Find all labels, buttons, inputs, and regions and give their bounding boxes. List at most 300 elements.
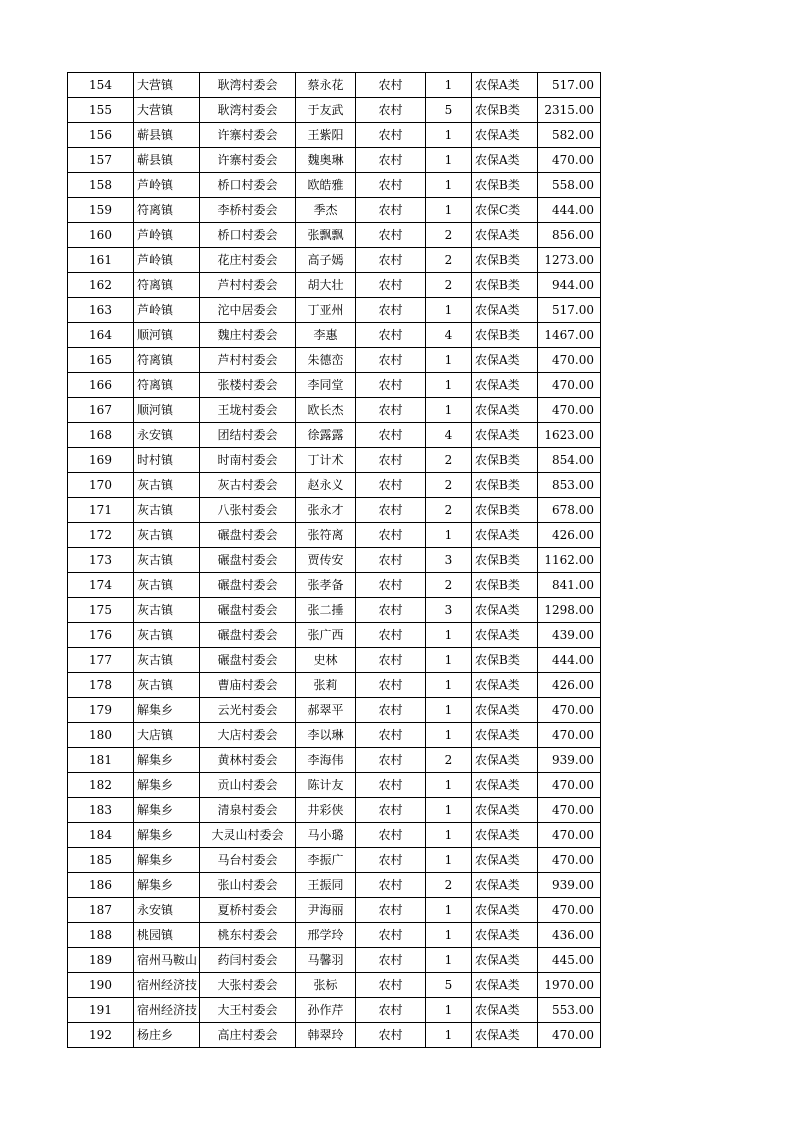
row-index: 170 [68, 473, 134, 498]
row-index: 187 [68, 898, 134, 923]
row-index: 178 [68, 673, 134, 698]
town-cell: 大营镇 [134, 98, 200, 123]
count-cell: 5 [426, 98, 472, 123]
count-cell: 1 [426, 923, 472, 948]
name-cell: 赵永义 [296, 473, 356, 498]
table-row [68, 398, 601, 423]
category-cell: 农保A类 [472, 623, 538, 648]
count-cell: 1 [426, 723, 472, 748]
village-cell: 碾盘村委会 [200, 523, 296, 548]
village-cell: 碾盘村委会 [200, 623, 296, 648]
village-cell: 大张村委会 [200, 973, 296, 998]
type-cell: 农村 [356, 248, 426, 273]
amount-cell: 470.00 [538, 848, 601, 873]
village-cell: 桥口村委会 [200, 173, 296, 198]
table-row [68, 348, 601, 373]
table-row [68, 448, 601, 473]
category-cell: 农保A类 [472, 123, 538, 148]
village-cell: 时南村委会 [200, 448, 296, 473]
town-cell: 大店镇 [134, 723, 200, 748]
village-cell: 团结村委会 [200, 423, 296, 448]
count-cell: 1 [426, 648, 472, 673]
category-cell: 农保A类 [472, 873, 538, 898]
town-cell: 蕲县镇 [134, 123, 200, 148]
village-cell: 碾盘村委会 [200, 573, 296, 598]
row-index: 165 [68, 348, 134, 373]
row-index: 160 [68, 223, 134, 248]
count-cell: 2 [426, 873, 472, 898]
amount-cell: 470.00 [538, 1023, 601, 1048]
type-cell: 农村 [356, 673, 426, 698]
name-cell: 张二捶 [296, 598, 356, 623]
count-cell: 1 [426, 348, 472, 373]
table-row [68, 473, 601, 498]
name-cell: 张符离 [296, 523, 356, 548]
roster-table [67, 72, 601, 1048]
village-cell: 碾盘村委会 [200, 598, 296, 623]
amount-cell: 1623.00 [538, 423, 601, 448]
name-cell: 于友武 [296, 98, 356, 123]
type-cell: 农村 [356, 148, 426, 173]
type-cell: 农村 [356, 773, 426, 798]
town-cell: 灰古镇 [134, 673, 200, 698]
count-cell: 1 [426, 848, 472, 873]
count-cell: 1 [426, 523, 472, 548]
row-index: 183 [68, 798, 134, 823]
town-cell: 解集乡 [134, 798, 200, 823]
category-cell: 农保B类 [472, 548, 538, 573]
village-cell: 碾盘村委会 [200, 548, 296, 573]
amount-cell: 1273.00 [538, 248, 601, 273]
row-index: 182 [68, 773, 134, 798]
village-cell: 耿湾村委会 [200, 98, 296, 123]
town-cell: 芦岭镇 [134, 298, 200, 323]
town-cell: 蕲县镇 [134, 148, 200, 173]
village-cell: 八张村委会 [200, 498, 296, 523]
name-cell: 王紫阳 [296, 123, 356, 148]
category-cell: 农保A类 [472, 673, 538, 698]
type-cell: 农村 [356, 73, 426, 98]
town-cell: 灰古镇 [134, 473, 200, 498]
row-index: 177 [68, 648, 134, 673]
type-cell: 农村 [356, 948, 426, 973]
type-cell: 农村 [356, 398, 426, 423]
table-row [68, 1023, 601, 1048]
table-row [68, 273, 601, 298]
type-cell: 农村 [356, 323, 426, 348]
table-row [68, 98, 601, 123]
town-cell: 灰古镇 [134, 623, 200, 648]
town-cell: 符离镇 [134, 198, 200, 223]
village-cell: 张楼村委会 [200, 373, 296, 398]
category-cell: 农保A类 [472, 973, 538, 998]
count-cell: 2 [426, 473, 472, 498]
village-cell: 马台村委会 [200, 848, 296, 873]
type-cell: 农村 [356, 223, 426, 248]
count-cell: 1 [426, 898, 472, 923]
row-index: 180 [68, 723, 134, 748]
village-cell: 夏桥村委会 [200, 898, 296, 923]
town-cell: 芦岭镇 [134, 173, 200, 198]
village-cell: 大店村委会 [200, 723, 296, 748]
category-cell: 农保A类 [472, 223, 538, 248]
town-cell: 灰古镇 [134, 548, 200, 573]
name-cell: 徐露露 [296, 423, 356, 448]
table-row [68, 573, 601, 598]
town-cell: 灰古镇 [134, 573, 200, 598]
table-row [68, 723, 601, 748]
amount-cell: 854.00 [538, 448, 601, 473]
amount-cell: 470.00 [538, 373, 601, 398]
amount-cell: 426.00 [538, 673, 601, 698]
type-cell: 农村 [356, 348, 426, 373]
amount-cell: 445.00 [538, 948, 601, 973]
row-index: 189 [68, 948, 134, 973]
row-index: 159 [68, 198, 134, 223]
row-index: 166 [68, 373, 134, 398]
category-cell: 农保A类 [472, 348, 538, 373]
amount-cell: 558.00 [538, 173, 601, 198]
table-row [68, 498, 601, 523]
amount-cell: 1970.00 [538, 973, 601, 998]
type-cell: 农村 [356, 898, 426, 923]
village-cell: 王垅村委会 [200, 398, 296, 423]
name-cell: 张飘飘 [296, 223, 356, 248]
row-index: 173 [68, 548, 134, 573]
count-cell: 3 [426, 548, 472, 573]
name-cell: 欧长杰 [296, 398, 356, 423]
count-cell: 4 [426, 323, 472, 348]
type-cell: 农村 [356, 1023, 426, 1048]
name-cell: 张标 [296, 973, 356, 998]
count-cell: 4 [426, 423, 472, 448]
table-row [68, 998, 601, 1023]
town-cell: 芦岭镇 [134, 223, 200, 248]
town-cell: 灰古镇 [134, 523, 200, 548]
category-cell: 农保A类 [472, 423, 538, 448]
count-cell: 1 [426, 73, 472, 98]
type-cell: 农村 [356, 698, 426, 723]
category-cell: 农保A类 [472, 73, 538, 98]
name-cell: 丁计术 [296, 448, 356, 473]
type-cell: 农村 [356, 448, 426, 473]
row-index: 169 [68, 448, 134, 473]
row-index: 155 [68, 98, 134, 123]
name-cell: 蔡永花 [296, 73, 356, 98]
town-cell: 解集乡 [134, 748, 200, 773]
row-index: 175 [68, 598, 134, 623]
name-cell: 李同堂 [296, 373, 356, 398]
village-cell: 花庄村委会 [200, 248, 296, 273]
category-cell: 农保A类 [472, 523, 538, 548]
type-cell: 农村 [356, 798, 426, 823]
table-row [68, 248, 601, 273]
count-cell: 1 [426, 773, 472, 798]
village-cell: 清泉村委会 [200, 798, 296, 823]
amount-cell: 853.00 [538, 473, 601, 498]
type-cell: 农村 [356, 423, 426, 448]
village-cell: 桥口村委会 [200, 223, 296, 248]
village-cell: 大灵山村委会 [200, 823, 296, 848]
village-cell: 沱中居委会 [200, 298, 296, 323]
category-cell: 农保A类 [472, 598, 538, 623]
village-cell: 张山村委会 [200, 873, 296, 898]
type-cell: 农村 [356, 273, 426, 298]
table-row [68, 198, 601, 223]
table-row [68, 823, 601, 848]
count-cell: 1 [426, 398, 472, 423]
category-cell: 农保B类 [472, 473, 538, 498]
row-index: 156 [68, 123, 134, 148]
count-cell: 1 [426, 623, 472, 648]
town-cell: 顺河镇 [134, 323, 200, 348]
category-cell: 农保A类 [472, 798, 538, 823]
row-index: 154 [68, 73, 134, 98]
row-index: 167 [68, 398, 134, 423]
count-cell: 1 [426, 373, 472, 398]
village-cell: 许寨村委会 [200, 148, 296, 173]
village-cell: 耿湾村委会 [200, 73, 296, 98]
name-cell: 马馨羽 [296, 948, 356, 973]
town-cell: 解集乡 [134, 873, 200, 898]
amount-cell: 841.00 [538, 573, 601, 598]
village-cell: 芦村村委会 [200, 348, 296, 373]
name-cell: 李海伟 [296, 748, 356, 773]
type-cell: 农村 [356, 298, 426, 323]
row-index: 162 [68, 273, 134, 298]
category-cell: 农保B类 [472, 248, 538, 273]
type-cell: 农村 [356, 573, 426, 598]
name-cell: 韩翠玲 [296, 1023, 356, 1048]
type-cell: 农村 [356, 973, 426, 998]
name-cell: 张莉 [296, 673, 356, 698]
name-cell: 欧皓雅 [296, 173, 356, 198]
amount-cell: 1298.00 [538, 598, 601, 623]
name-cell: 季杰 [296, 198, 356, 223]
table-row [68, 773, 601, 798]
town-cell: 永安镇 [134, 423, 200, 448]
town-cell: 大营镇 [134, 73, 200, 98]
amount-cell: 444.00 [538, 198, 601, 223]
town-cell: 符离镇 [134, 348, 200, 373]
town-cell: 符离镇 [134, 373, 200, 398]
town-cell: 宿州马鞍山 [134, 948, 200, 973]
category-cell: 农保C类 [472, 198, 538, 223]
amount-cell: 1467.00 [538, 323, 601, 348]
town-cell: 桃园镇 [134, 923, 200, 948]
town-cell: 顺河镇 [134, 398, 200, 423]
count-cell: 2 [426, 223, 472, 248]
amount-cell: 426.00 [538, 523, 601, 548]
name-cell: 陈计友 [296, 773, 356, 798]
name-cell: 井彩侠 [296, 798, 356, 823]
count-cell: 2 [426, 748, 472, 773]
type-cell: 农村 [356, 123, 426, 148]
amount-cell: 470.00 [538, 823, 601, 848]
row-index: 188 [68, 923, 134, 948]
town-cell: 芦岭镇 [134, 248, 200, 273]
count-cell: 1 [426, 673, 472, 698]
town-cell: 灰古镇 [134, 498, 200, 523]
row-index: 158 [68, 173, 134, 198]
type-cell: 农村 [356, 98, 426, 123]
village-cell: 贡山村委会 [200, 773, 296, 798]
row-index: 190 [68, 973, 134, 998]
table-row [68, 123, 601, 148]
name-cell: 丁亚州 [296, 298, 356, 323]
row-index: 191 [68, 998, 134, 1023]
name-cell: 胡大壮 [296, 273, 356, 298]
name-cell: 高子嫣 [296, 248, 356, 273]
name-cell: 魏奥琳 [296, 148, 356, 173]
type-cell: 农村 [356, 548, 426, 573]
amount-cell: 2315.00 [538, 98, 601, 123]
category-cell: 农保A类 [472, 998, 538, 1023]
name-cell: 马小璐 [296, 823, 356, 848]
name-cell: 李惠 [296, 323, 356, 348]
amount-cell: 517.00 [538, 298, 601, 323]
village-cell: 云光村委会 [200, 698, 296, 723]
name-cell: 贾传安 [296, 548, 356, 573]
category-cell: 农保A类 [472, 848, 538, 873]
count-cell: 5 [426, 973, 472, 998]
name-cell: 孙作芹 [296, 998, 356, 1023]
name-cell: 王振同 [296, 873, 356, 898]
type-cell: 农村 [356, 523, 426, 548]
count-cell: 1 [426, 698, 472, 723]
town-cell: 杨庄乡 [134, 1023, 200, 1048]
table-row [68, 548, 601, 573]
type-cell: 农村 [356, 748, 426, 773]
type-cell: 农村 [356, 723, 426, 748]
table-row [68, 423, 601, 448]
name-cell: 李以琳 [296, 723, 356, 748]
amount-cell: 439.00 [538, 623, 601, 648]
category-cell: 农保A类 [472, 1023, 538, 1048]
village-cell: 魏庄村委会 [200, 323, 296, 348]
amount-cell: 678.00 [538, 498, 601, 523]
count-cell: 2 [426, 448, 472, 473]
row-index: 164 [68, 323, 134, 348]
town-cell: 解集乡 [134, 698, 200, 723]
count-cell: 1 [426, 823, 472, 848]
amount-cell: 856.00 [538, 223, 601, 248]
name-cell: 张孝备 [296, 573, 356, 598]
town-cell: 解集乡 [134, 848, 200, 873]
amount-cell: 944.00 [538, 273, 601, 298]
amount-cell: 470.00 [538, 798, 601, 823]
type-cell: 农村 [356, 473, 426, 498]
category-cell: 农保B类 [472, 323, 538, 348]
type-cell: 农村 [356, 198, 426, 223]
amount-cell: 470.00 [538, 698, 601, 723]
row-index: 179 [68, 698, 134, 723]
table-row [68, 598, 601, 623]
category-cell: 农保A类 [472, 373, 538, 398]
town-cell: 宿州经济技 [134, 973, 200, 998]
category-cell: 农保B类 [472, 573, 538, 598]
row-index: 176 [68, 623, 134, 648]
table-row [68, 848, 601, 873]
count-cell: 2 [426, 273, 472, 298]
row-index: 172 [68, 523, 134, 548]
category-cell: 农保B类 [472, 648, 538, 673]
village-cell: 桃东村委会 [200, 923, 296, 948]
town-cell: 符离镇 [134, 273, 200, 298]
name-cell: 史林 [296, 648, 356, 673]
amount-cell: 517.00 [538, 73, 601, 98]
roster-body [68, 73, 601, 1048]
count-cell: 3 [426, 598, 472, 623]
table-row [68, 173, 601, 198]
amount-cell: 470.00 [538, 723, 601, 748]
town-cell: 灰古镇 [134, 598, 200, 623]
table-row [68, 648, 601, 673]
row-index: 181 [68, 748, 134, 773]
count-cell: 1 [426, 123, 472, 148]
category-cell: 农保A类 [472, 398, 538, 423]
table-row [68, 673, 601, 698]
type-cell: 农村 [356, 648, 426, 673]
count-cell: 1 [426, 198, 472, 223]
type-cell: 农村 [356, 173, 426, 198]
count-cell: 1 [426, 173, 472, 198]
type-cell: 农村 [356, 998, 426, 1023]
village-cell: 芦村村委会 [200, 273, 296, 298]
town-cell: 灰古镇 [134, 648, 200, 673]
count-cell: 1 [426, 298, 472, 323]
type-cell: 农村 [356, 923, 426, 948]
table-row [68, 623, 601, 648]
table-row [68, 148, 601, 173]
category-cell: 农保A类 [472, 698, 538, 723]
category-cell: 农保B类 [472, 448, 538, 473]
table-row [68, 298, 601, 323]
town-cell: 解集乡 [134, 823, 200, 848]
type-cell: 农村 [356, 373, 426, 398]
town-cell: 宿州经济技 [134, 998, 200, 1023]
type-cell: 农村 [356, 598, 426, 623]
category-cell: 农保A类 [472, 898, 538, 923]
category-cell: 农保B类 [472, 273, 538, 298]
category-cell: 农保B类 [472, 98, 538, 123]
row-index: 186 [68, 873, 134, 898]
amount-cell: 939.00 [538, 748, 601, 773]
table-row [68, 698, 601, 723]
row-index: 185 [68, 848, 134, 873]
table-row [68, 73, 601, 98]
category-cell: 农保A类 [472, 148, 538, 173]
village-cell: 大王村委会 [200, 998, 296, 1023]
village-cell: 曹庙村委会 [200, 673, 296, 698]
town-cell: 时村镇 [134, 448, 200, 473]
amount-cell: 436.00 [538, 923, 601, 948]
table-row [68, 973, 601, 998]
type-cell: 农村 [356, 823, 426, 848]
table-row [68, 898, 601, 923]
name-cell: 尹海丽 [296, 898, 356, 923]
amount-cell: 444.00 [538, 648, 601, 673]
type-cell: 农村 [356, 848, 426, 873]
village-cell: 药闫村委会 [200, 948, 296, 973]
name-cell: 张广西 [296, 623, 356, 648]
amount-cell: 470.00 [538, 898, 601, 923]
category-cell: 农保A类 [472, 298, 538, 323]
name-cell: 朱德峦 [296, 348, 356, 373]
village-cell: 许寨村委会 [200, 123, 296, 148]
category-cell: 农保A类 [472, 723, 538, 748]
row-index: 192 [68, 1023, 134, 1048]
